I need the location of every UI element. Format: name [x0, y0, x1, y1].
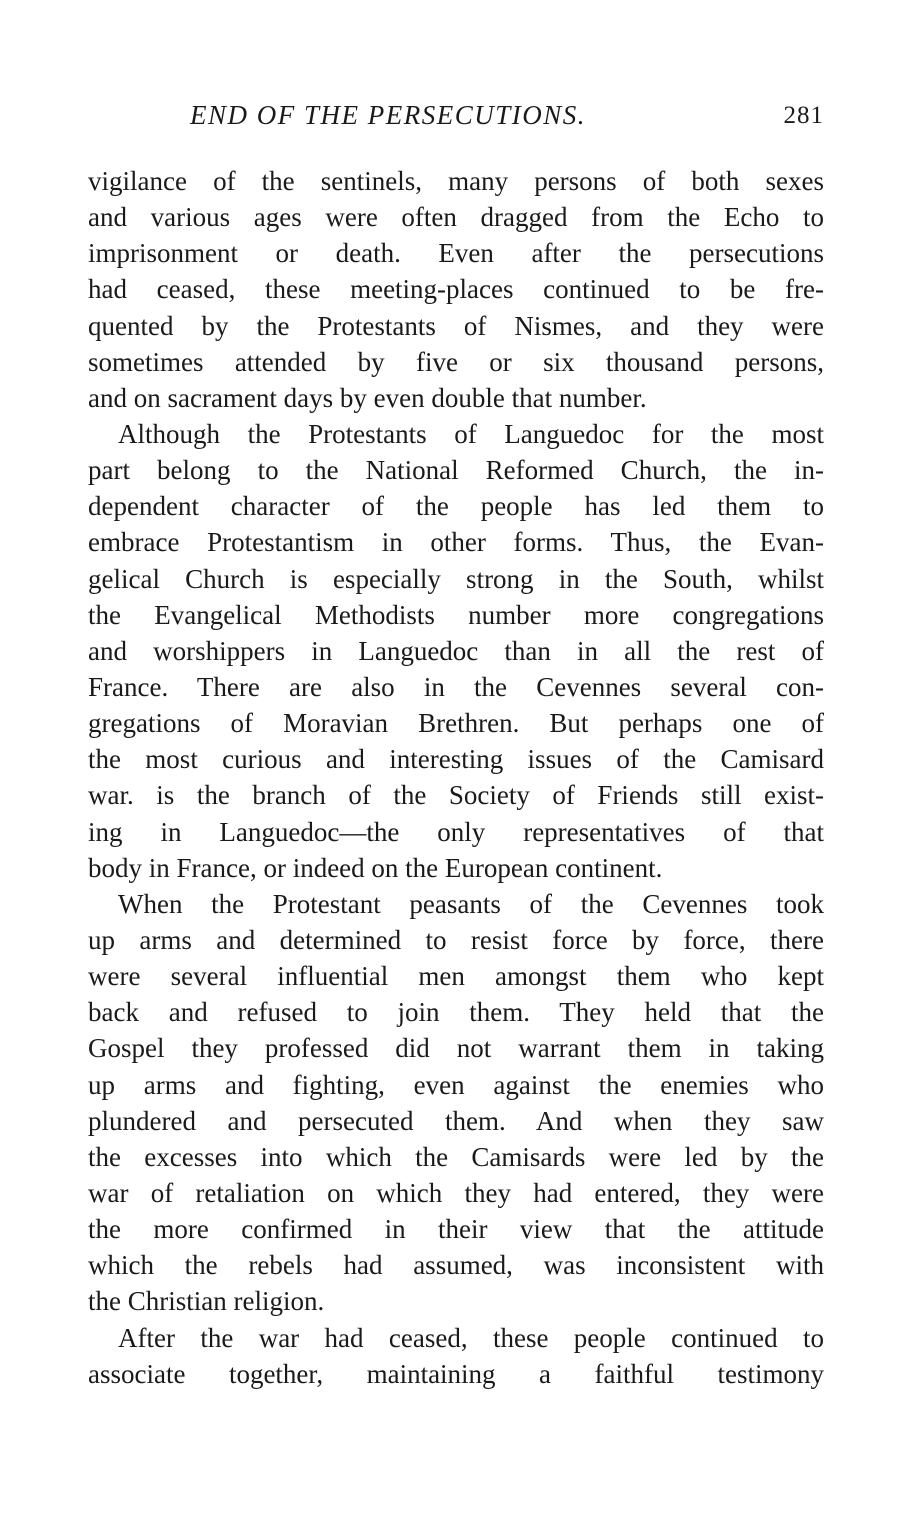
text-line: dependent character of the people has led them to — [88, 491, 824, 522]
text-line: war of retaliation on which they had entered, they were — [88, 1177, 824, 1208]
text-line: ing in Languedoc—the only representatives of that — [88, 816, 824, 847]
text-line: Gospel they professed did not warrant them in taking — [88, 1033, 824, 1064]
running-title: END OF THE PERSECUTIONS. — [190, 100, 586, 130]
text-line: associate together, maintaining a faithful testimony — [88, 1358, 824, 1389]
text-line: the Evangelical Methodists number more congregations — [88, 599, 824, 630]
text-line: the more confirmed in their view that the attitude — [88, 1214, 824, 1245]
paragraph-start-line: When the Protestant peasants of the Cevennes took — [118, 888, 824, 919]
text-line: and on sacrament days by even double that number. — [88, 382, 647, 413]
text-line: and worshippers in Languedoc than in all the rest of — [88, 635, 824, 666]
text-line: the excesses into which the Camisards were led by the — [88, 1141, 824, 1172]
text-line: part belong to the National Reformed Church, the in- — [88, 455, 824, 486]
text-line: sometimes attended by five or six thousand persons, — [88, 346, 824, 377]
running-head — [88, 100, 824, 140]
text-line: body in France, or indeed on the European continent. — [88, 852, 663, 883]
text-line: up arms and fighting, even against the enemies who — [88, 1069, 824, 1100]
text-line: plundered and persecuted them. And when they saw — [88, 1105, 824, 1136]
text-line: the most curious and interesting issues of the Camisard — [88, 744, 824, 775]
text-line: imprisonment or death. Even after the persecutions — [88, 238, 824, 269]
text-line: the Christian religion. — [88, 1286, 325, 1317]
text-line: war. is the branch of the Society of Friends still exist- — [88, 780, 824, 811]
paragraph-start-line: Although the Protestants of Languedoc for the most — [118, 418, 824, 449]
text-line: gelical Church is especially strong in the South, whilst — [88, 563, 824, 594]
text-line: vigilance of the sentinels, many persons of both sexes — [88, 166, 824, 196]
text-line: quented by the Protestants of Nismes, and they were — [88, 310, 824, 341]
text-line: gregations of Moravian Brethren. But perhaps one of — [88, 708, 824, 739]
text-line: France. There are also in the Cevennes several con- — [88, 671, 824, 702]
text-line: back and refused to join them. They held that the — [88, 997, 824, 1028]
paragraph-start-line: After the war had ceased, these people continued to — [118, 1322, 824, 1353]
text-line: had ceased, these meeting-places continued to be fre- — [88, 274, 824, 305]
page-number: 281 — [783, 102, 824, 129]
body-text — [88, 163, 824, 1392]
text-line: and various ages were often dragged from the Echo to — [88, 202, 824, 233]
text-line: were several influential men amongst them who kept — [88, 961, 824, 992]
text-line: embrace Protestantism in other forms. Thus, the Evan- — [88, 527, 824, 558]
text-line: which the rebels had assumed, was inconsistent with — [88, 1250, 824, 1281]
text-line: up arms and determined to resist force by force, there — [88, 924, 824, 955]
